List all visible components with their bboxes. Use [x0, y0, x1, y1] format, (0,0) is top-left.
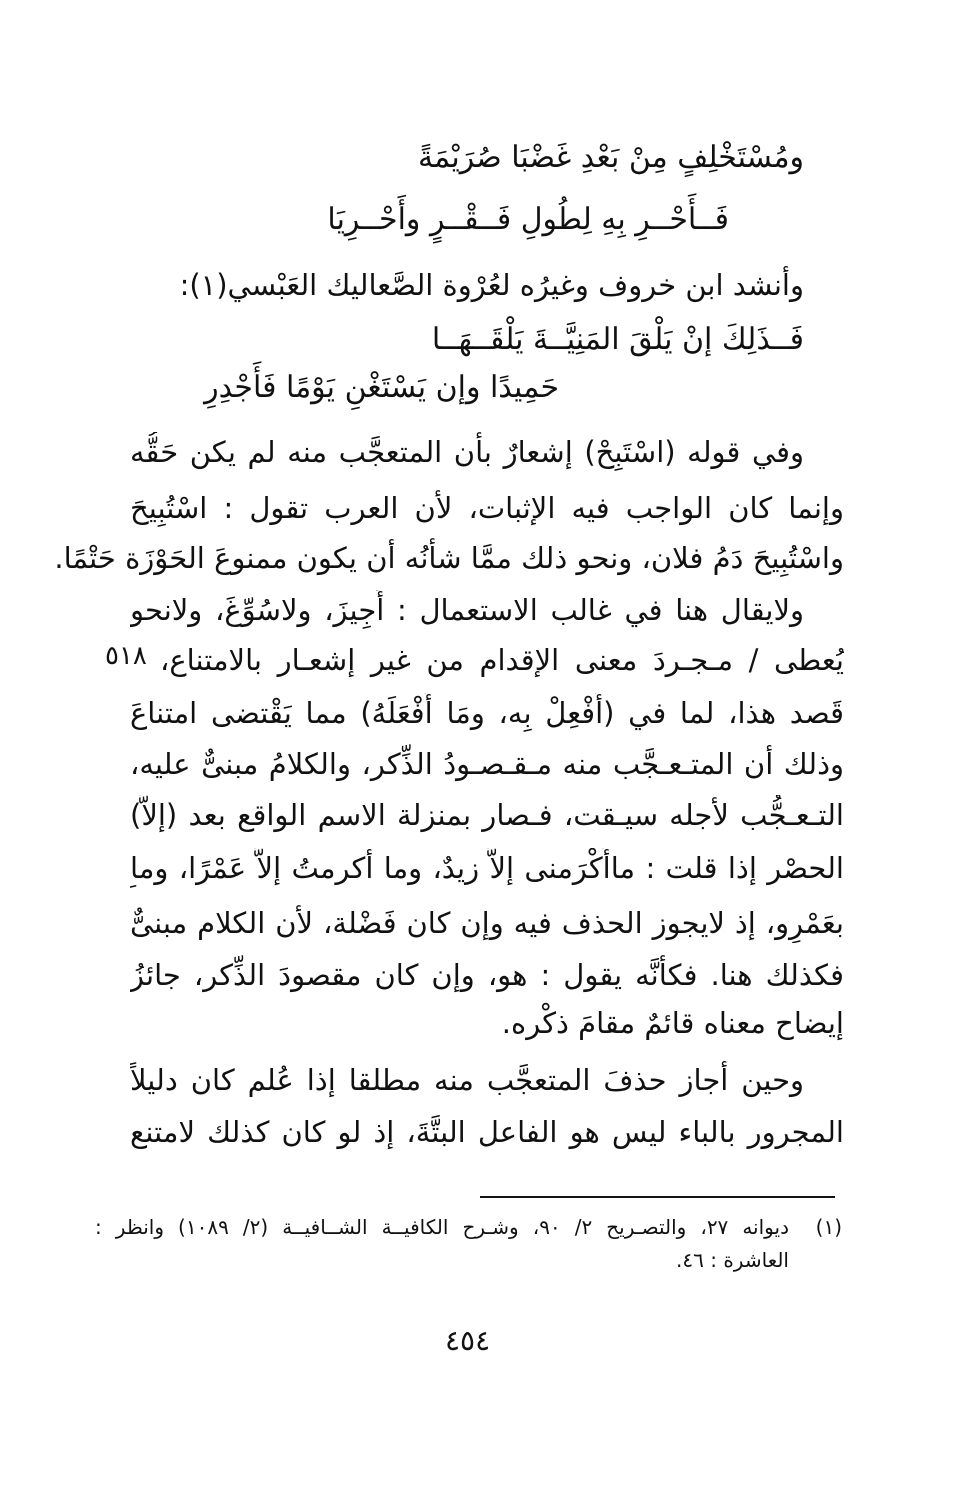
verse-line-4: حَمِيدًا وإن يَسْتَغْنِ يَوْمًا فَأَجْدِرِ [204, 370, 559, 405]
footnote-separator [480, 1196, 835, 1198]
intro-line: وأنشد ابن خروف وغيرُه لعُرْوة الصَّعاليك العَبْسي(١): [179, 268, 804, 302]
margin-number: ٥١٨ [105, 641, 147, 671]
verse-line-1: ومُسْتَخْلِفٍ مِنْ بَعْدِ غَضْبَا صُرَيْمَةً [417, 140, 804, 175]
paragraph-2-line-3: قَصد هذا، لما في (أَفْعِلْ بِه، ومَا أَفْعَلَهُ) مما يَقْتضى امتناعَ [130, 696, 844, 730]
paragraph-1-line-3: واسْتُبِيحَ دَمُ فلان، ونحو ذلك ممَّا شأنُه أن يكون ممنوعَ الحَوْزَة حَتْمًا. [54, 541, 844, 575]
paragraph-3-line-1: وحين أجاز حذفَ المتعجَّب منه مطلقا إذا عُلم كان دليلاً [130, 1063, 804, 1097]
paragraph-1-line-1: وفي قوله (اسْتَبِحْ) إشعارٌ بأن المتعجَّب منه لم يكن حَقُّه [130, 435, 804, 469]
paragraph-2-line-9: إيضاح معناه قائمٌ مقامَ ذكْره. [501, 1006, 844, 1040]
verse-line-2: فَــأَحْــرِ بِهِ لِطُولِ فَــقْــرٍ وأَحْــرِيَا [327, 202, 729, 237]
paragraph-2-line-5: التـعـجُّب لأجله سيـقت، فـصار بمنزلة الاسم الواقع بعد (إلاَّ) [130, 798, 844, 832]
paragraph-2-line-7: بعَمْرٍو، إذ لايجوز الحذف فيه وإن كان فَضْلة، لأن الكلام مبنىٌّ [130, 906, 844, 940]
footnote-line-1: ديوانه ٢٧، والتصـريح ٢/ ٩٠، وشـرح الكافيــة الشــافيــة (٢/ ١٠٨٩) وانظر : [95, 1215, 789, 1239]
page-number: ٤٥٤ [445, 1324, 491, 1357]
verse-line-3: فَــذَلِكَ إنْ يَلْقَ المَنِيَّــةَ يَلْقَــهَــا [431, 322, 804, 357]
paragraph-2-line-2: يُعطى / مـجـردَ معنى الإقدام من غير إشعـار بالامتناع، [160, 643, 844, 677]
paragraph-2-line-4: وذلك أن المتـعـجَّب منه مـقـصـودُ الذِّكر، والكلامُ مبنىٌّ عليه، [130, 747, 844, 781]
paragraph-2-line-8: فكذلك هنا. فكأنَّه يقول : هو، وإن كان مقصودَ الذِّكر، جائزُ [130, 958, 844, 992]
footnote-line-2: العاشرة : ٤٦. [676, 1248, 789, 1272]
paragraph-1-line-2: وإنما كان الواجب فيه الإثبات، لأن العرب تقول : اسْتُبِيحَ [130, 491, 844, 525]
paragraph-2-line-6: الحصْر إذا قلت : ماأَكْرَمنى إلاَّ زيدٌ، وما أكرمتُ إلاَّ عَمْرًا، وما [130, 851, 844, 885]
paragraph-3-line-2: المجرور بالباء ليس هو الفاعل البتَّةَ، إذ لو كان كذلك لامتنع [130, 1115, 844, 1149]
paragraph-2-line-1: ولايقال هنا في غالب الاستعمال : أُجِيزَ، ولاسُوِّغَ، ولانحو [130, 593, 804, 627]
footnote-number: (١) [815, 1215, 842, 1239]
